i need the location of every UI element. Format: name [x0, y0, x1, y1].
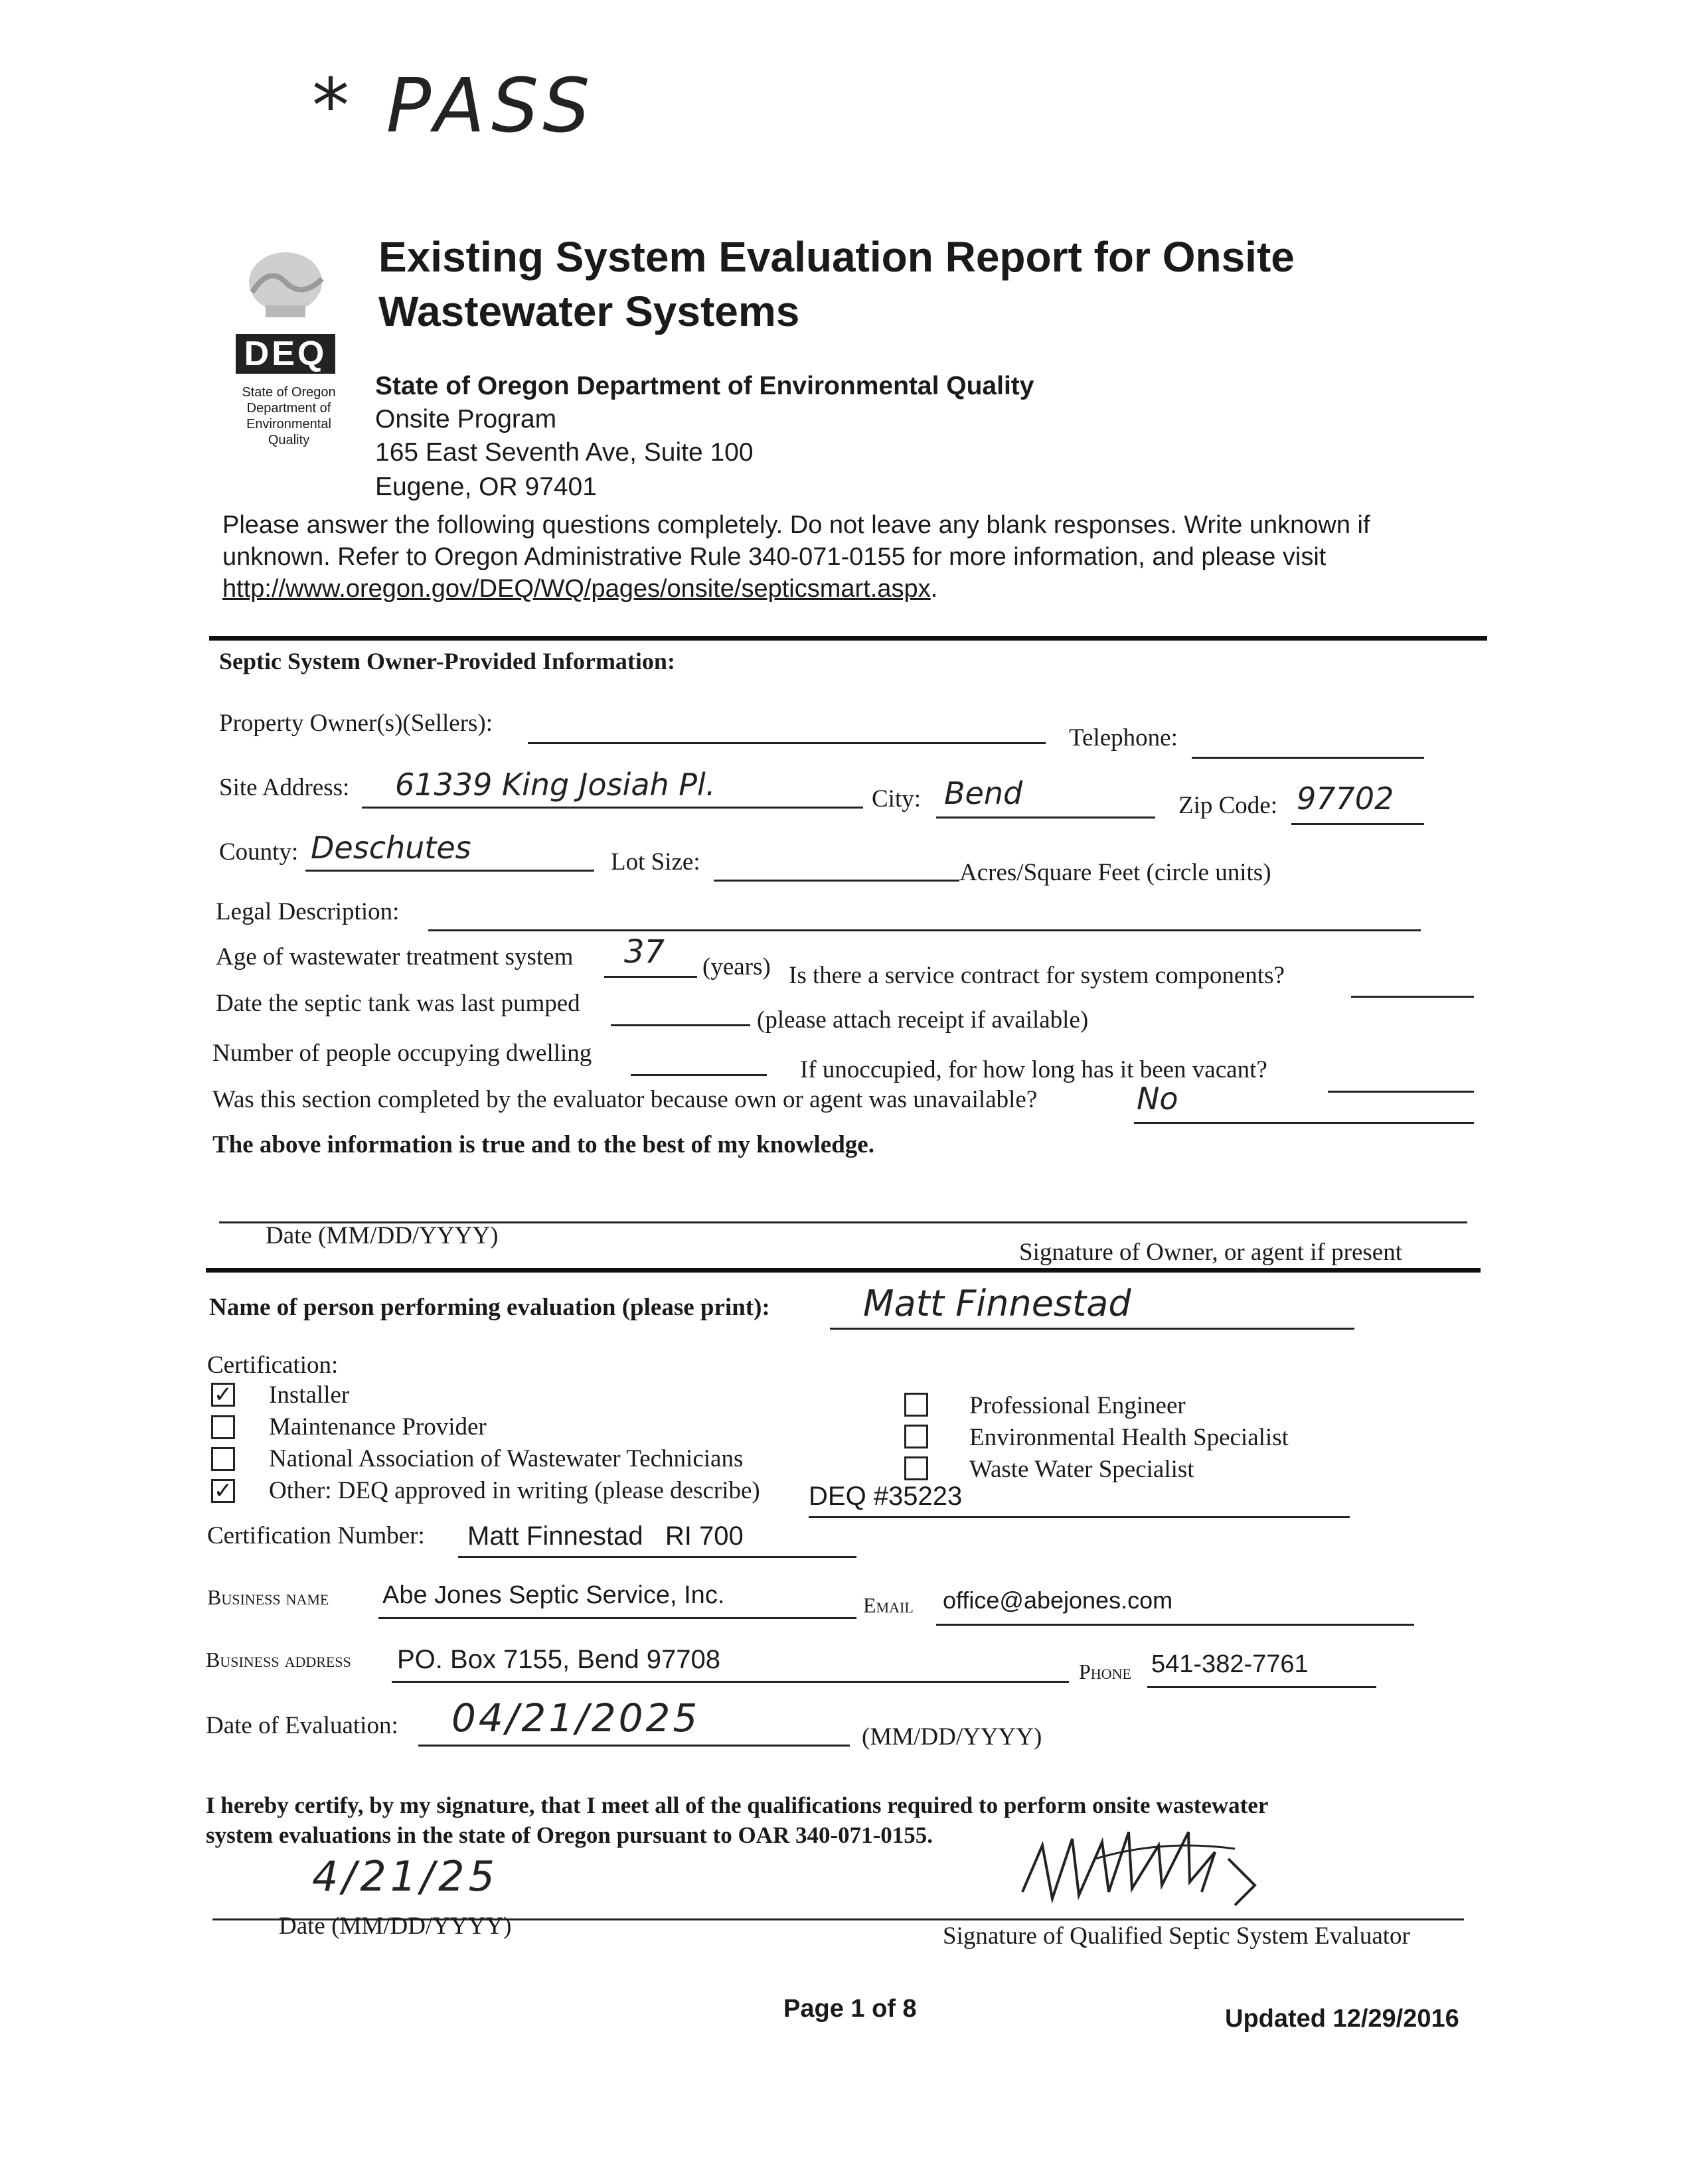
- vacant-label: If unoccupied, for how long has it been vacant?: [800, 1056, 1267, 1083]
- occupants-field[interactable]: [631, 1048, 767, 1076]
- url-period: .: [930, 575, 938, 603]
- other-label: Other: DEQ approved in writing (please describe): [269, 1477, 760, 1504]
- phone-field[interactable]: 541-382-7761: [1147, 1657, 1376, 1688]
- age-field[interactable]: 37: [604, 949, 697, 978]
- date-format-hint: (MM/DD/YYYY): [862, 1723, 1042, 1751]
- waste-water-specialist-label: Waste Water Specialist: [969, 1456, 1194, 1483]
- professional-engineer-checkbox[interactable]: [904, 1393, 928, 1417]
- occupants-label: Number of people occupying dwelling: [212, 1040, 592, 1067]
- installer-checkbox[interactable]: ✓: [211, 1383, 235, 1407]
- owner-section-heading: Septic System Owner-Provided Information:: [219, 648, 675, 674]
- instructions-line: Please answer the following questions completely. Do not leave any blank responses. Write unknown if: [222, 511, 1370, 539]
- maintenance-provider-checkbox[interactable]: [211, 1415, 235, 1439]
- phone-label: Phone: [1079, 1660, 1131, 1683]
- age-label: Age of wastewater treatment system: [216, 943, 574, 971]
- telephone-field[interactable]: [1192, 730, 1424, 759]
- legal-description-field[interactable]: [428, 903, 1421, 931]
- page-number: Page 1 of 8: [783, 1995, 917, 2023]
- ehs-checkbox[interactable]: [904, 1425, 928, 1448]
- completed-by-field[interactable]: No: [1134, 1095, 1474, 1124]
- section-divider: [206, 1268, 1481, 1273]
- agency-program: Onsite Program: [375, 405, 557, 433]
- pumped-note: (please attach receipt if available): [757, 1006, 1089, 1034]
- other-checkbox[interactable]: ✓: [211, 1479, 235, 1503]
- lot-size-label: Lot Size:: [611, 848, 700, 876]
- maintenance-provider-label: Maintenance Provider: [269, 1413, 487, 1441]
- county-field[interactable]: Deschutes: [305, 843, 594, 872]
- nawt-label: National Association of Wastewater Technicians: [269, 1445, 744, 1472]
- logo-caption: Quality: [268, 433, 310, 447]
- lot-size-field[interactable]: [714, 853, 959, 882]
- deq-emblem-icon: [236, 246, 335, 339]
- agency-city: Eugene, OR 97401: [375, 473, 597, 501]
- county-label: County:: [219, 838, 299, 866]
- ehs-label: Environmental Health Specialist: [969, 1424, 1289, 1451]
- business-name-field[interactable]: Abe Jones Septic Service, Inc.: [378, 1588, 856, 1619]
- business-address-label: Business address: [206, 1648, 351, 1672]
- city-field[interactable]: Bend: [936, 790, 1155, 819]
- waste-water-specialist-checkbox[interactable]: [904, 1456, 928, 1480]
- agency-name: State of Oregon Department of Environmental Quality: [375, 372, 1034, 400]
- lot-size-units[interactable]: Acres/Square Feet (circle units): [959, 859, 1271, 886]
- business-address-field[interactable]: PO. Box 7155, Bend 97708: [392, 1652, 1069, 1683]
- logo-caption: Environmental: [246, 417, 331, 431]
- owner-date-label: Date (MM/DD/YYYY): [266, 1222, 499, 1249]
- telephone-label: Telephone:: [1069, 724, 1178, 751]
- professional-engineer-label: Professional Engineer: [969, 1392, 1186, 1419]
- certification-label: Certification:: [207, 1352, 339, 1379]
- nawt-checkbox[interactable]: [211, 1447, 235, 1471]
- septicsmart-link[interactable]: http://www.oregon.gov/DEQ/WQ/pages/onsite/septicsmart.aspx: [222, 575, 931, 603]
- pumped-label: Date the septic tank was last pumped: [216, 990, 580, 1017]
- vacant-field[interactable]: [1328, 1064, 1474, 1093]
- site-address-field[interactable]: 61339 King Josiah Pl.: [362, 780, 863, 809]
- evaluator-signature-label: Signature of Qualified Septic System Evaluator: [943, 1922, 1410, 1950]
- property-owner-label: Property Owner(s)(Sellers):: [219, 710, 493, 737]
- agency-street: 165 East Seventh Ave, Suite 100: [375, 438, 754, 467]
- completed-by-label: Was this section completed by the evaluator because own or agent was unavailable?: [212, 1086, 1038, 1113]
- instructions-line: unknown. Refer to Oregon Administrative Rule 340-071-0155 for more information, and please visit: [222, 543, 1327, 571]
- cert-number-field[interactable]: Matt Finnestad RI 700: [458, 1527, 856, 1558]
- report-title-line2: Wastewater Systems: [378, 287, 800, 335]
- logo-caption: Department of: [246, 401, 331, 416]
- site-address-label: Site Address:: [219, 774, 350, 801]
- email-field[interactable]: office@abejones.com: [936, 1595, 1414, 1626]
- date-of-evaluation-label: Date of Evaluation:: [206, 1712, 398, 1739]
- evaluator-signature-icon: [1016, 1819, 1295, 1918]
- owner-signature-label: Signature of Owner, or agent if present: [1019, 1239, 1402, 1266]
- section-divider: [209, 636, 1487, 641]
- installer-label: Installer: [269, 1381, 350, 1409]
- deq-mark: DEQ: [236, 334, 335, 374]
- other-description-field[interactable]: DEQ #35223: [809, 1487, 1350, 1518]
- evaluator-name-field[interactable]: Matt Finnestad: [830, 1301, 1354, 1330]
- report-title: Existing System Evaluation Report for Onsite: [378, 233, 1295, 281]
- cert-number-label: Certification Number:: [207, 1522, 425, 1549]
- evaluator-date-value: 4/21/25: [312, 1852, 499, 1901]
- email-label: Email: [863, 1593, 914, 1617]
- age-units: (years): [702, 953, 771, 980]
- property-owner-field[interactable]: [528, 716, 1046, 744]
- deq-logo: [236, 246, 342, 448]
- evaluator-date-label: Date (MM/DD/YYYY): [279, 1912, 512, 1940]
- zip-label: Zip Code:: [1178, 792, 1278, 819]
- pass-stamp: * PASS: [312, 63, 597, 149]
- logo-caption: State of Oregon: [242, 385, 336, 400]
- legal-description-label: Legal Description:: [216, 898, 400, 925]
- pumped-field[interactable]: [611, 998, 750, 1026]
- evaluator-name-label: Name of person performing evaluation (please print):: [209, 1294, 770, 1321]
- service-contract-label: Is there a service contract for system components?: [789, 962, 1285, 989]
- attestation: The above information is true and to the best of my knowledge.: [212, 1131, 874, 1158]
- city-label: City:: [872, 785, 922, 813]
- service-contract-field[interactable]: [1351, 969, 1474, 998]
- date-of-evaluation-field[interactable]: 04/21/2025: [418, 1718, 850, 1747]
- certify-statement-line2: system evaluations in the state of Oregon pursuant to OAR 340-071-0155.: [206, 1822, 933, 1848]
- business-name-label: Business name: [207, 1585, 329, 1609]
- zip-field[interactable]: 97702: [1291, 797, 1424, 825]
- certify-statement: I hereby certify, by my signature, that I meet all of the qualifications required to perform onsite wastewater: [206, 1792, 1269, 1818]
- updated-date: Updated 12/29/2016: [1225, 2005, 1459, 2033]
